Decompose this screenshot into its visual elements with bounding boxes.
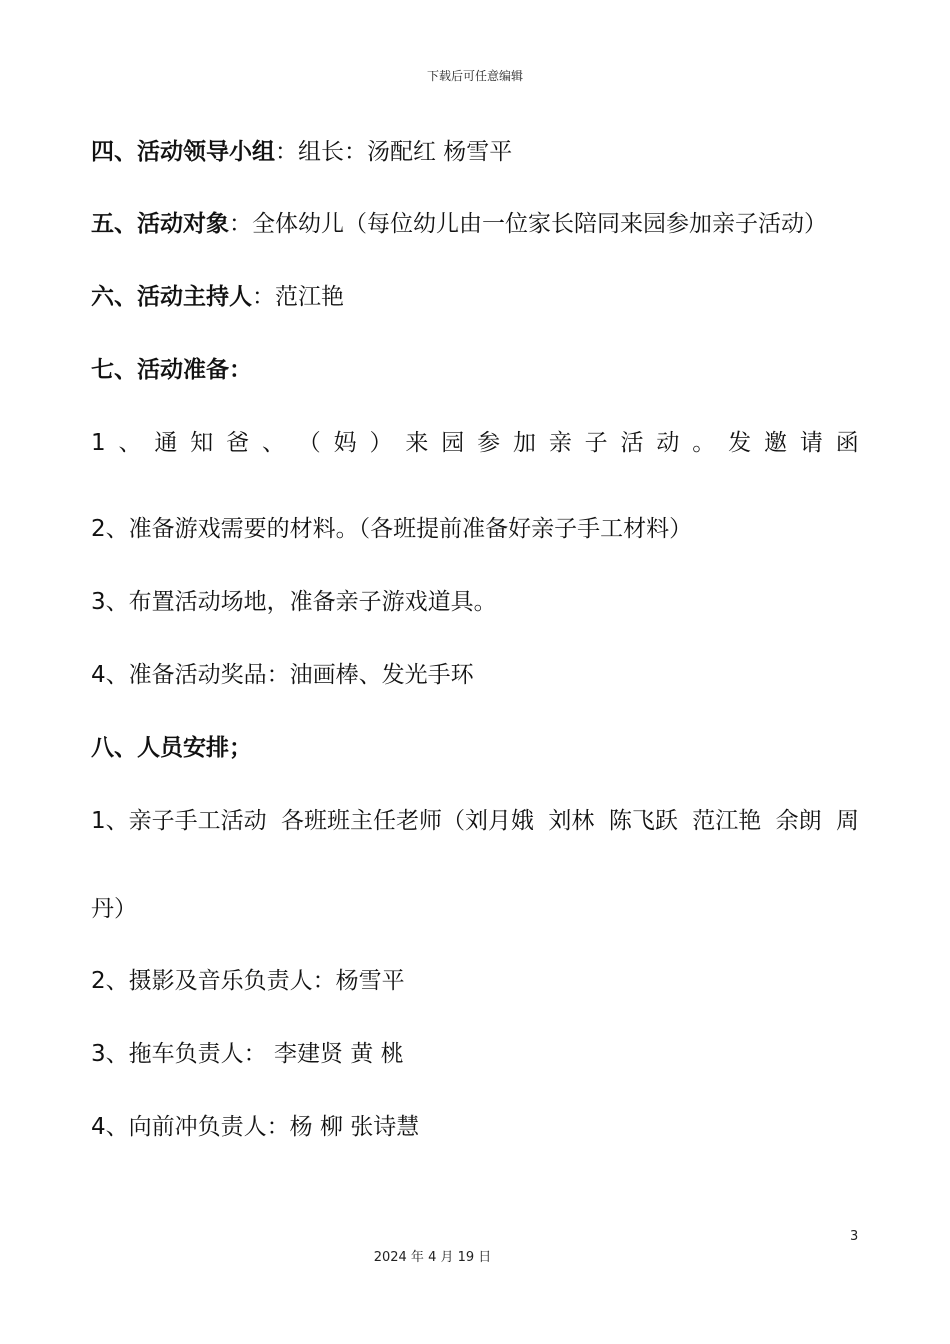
section-host <box>91 281 861 313</box>
prep-item-3: 3、布置活动场地，准备亲子游戏道具。 <box>91 589 497 615</box>
text-segment: 动 <box>656 430 680 456</box>
staff-item-3: 3、拖车负责人： 李建贤 黄 桃 <box>91 1041 404 1067</box>
staff-item-1-line-2: 丹） <box>91 896 137 922</box>
staff-item-1-line-1 <box>91 805 859 837</box>
text-segment: 妈 <box>333 430 357 456</box>
section-participants-heading: 五、活动对象 <box>91 211 229 237</box>
text-segment: 知 <box>190 430 214 456</box>
text-segment: 加 <box>512 430 536 456</box>
text-segment: 。 <box>692 430 716 456</box>
text-segment: 来 <box>405 430 429 456</box>
text-segment: 发 <box>728 430 752 456</box>
staff-item-2: 2、摄影及音乐负责人：杨雪平 <box>91 968 405 994</box>
text-segment: 通 <box>154 430 178 456</box>
text-segment: （ <box>297 430 321 456</box>
text-segment: 刘林 <box>548 808 595 834</box>
section-participants <box>91 208 861 240</box>
text-segment: 各班班主任老师（刘月娥 <box>281 808 535 834</box>
text-segment: 范江艳 <box>692 808 762 834</box>
page-number: 3 <box>850 1229 859 1244</box>
text-segment: ） <box>369 430 393 456</box>
prep-item-4: 4、准备活动奖品：油画棒、发光手环 <box>91 662 474 688</box>
text-segment: 活 <box>620 430 644 456</box>
section-preparation-heading: 七、活动准备： <box>91 357 252 383</box>
text-segment: 、 <box>261 430 285 456</box>
text-segment: 邀 <box>763 430 787 456</box>
text-segment: 余朗 <box>775 808 822 834</box>
prep-item-2: 2、准备游戏需要的材料。（各班提前准备好亲子手工材料） <box>91 516 693 542</box>
text-segment: 1 <box>91 430 106 456</box>
header-note: 下载后可任意编辑 <box>426 69 523 83</box>
staff-item-4: 4、向前冲负责人：杨 柳 张诗慧 <box>91 1114 420 1140</box>
footer-date: 2024 年 4 月 19 日 <box>373 1250 492 1265</box>
section-host-text: ：范江艳 <box>252 284 344 310</box>
section-leadership-heading: 四、活动领导小组 <box>91 139 275 165</box>
text-segment: 陈飞跃 <box>608 808 678 834</box>
text-segment: 函 <box>835 430 859 456</box>
text-segment: 周 <box>835 808 859 834</box>
text-segment: 亲 <box>548 430 572 456</box>
text-segment: 爸 <box>226 430 250 456</box>
section-participants-text: ：全体幼儿（每位幼儿由一位家长陪同来园参加亲子活动） <box>229 211 827 237</box>
text-segment: 参 <box>477 430 501 456</box>
section-host-heading: 六、活动主持人 <box>91 284 252 310</box>
text-segment: 园 <box>441 430 465 456</box>
text-segment: 子 <box>584 430 608 456</box>
prep-item-1 <box>91 427 859 459</box>
section-staff-heading: 八、人员安排； <box>91 735 252 761</box>
text-segment: 1、亲子手工活动 <box>91 808 267 834</box>
section-leadership <box>91 136 861 168</box>
text-segment: 、 <box>118 430 142 456</box>
text-segment: 请 <box>799 430 823 456</box>
section-leadership-text: ：组长：汤配红 杨雪平 <box>275 139 513 165</box>
